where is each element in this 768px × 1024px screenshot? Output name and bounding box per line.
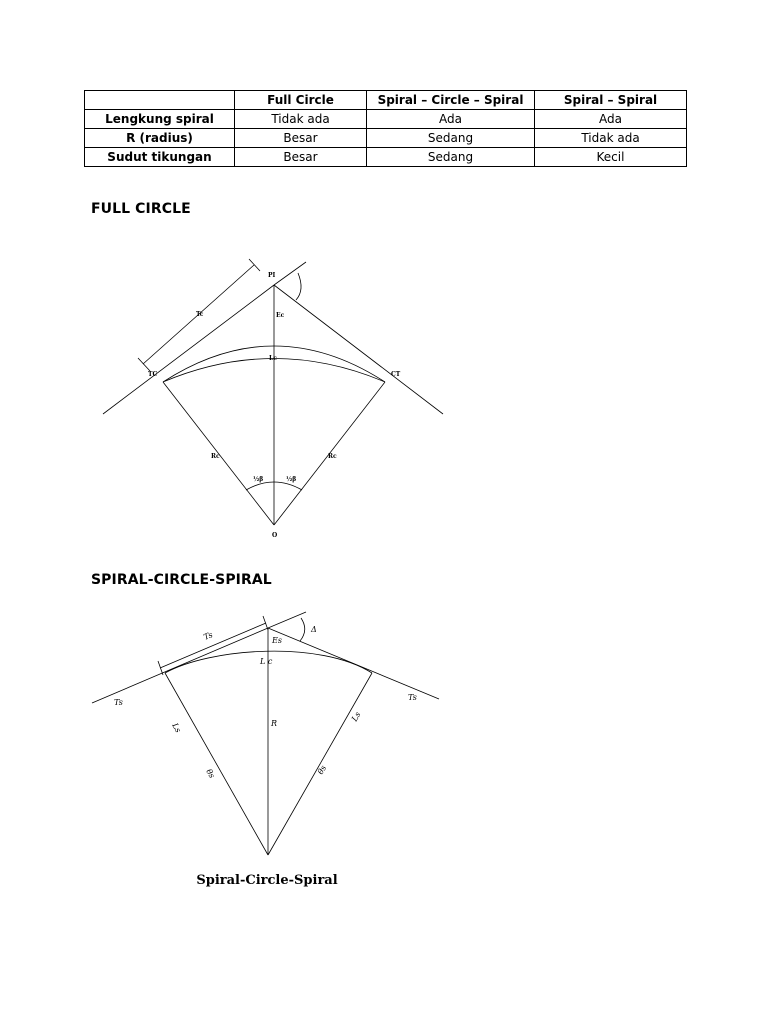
delta-angle-arc <box>300 618 305 641</box>
label-ec: Ec <box>276 312 285 319</box>
tangent-extension <box>268 612 306 628</box>
label-rc-right: Rc <box>328 453 337 460</box>
table-cell: Kecil <box>535 148 687 167</box>
header-cell-spiral-spiral: Spiral – Spiral <box>535 91 687 110</box>
table-cell: Besar <box>235 148 367 167</box>
label-rc-left: Rc <box>211 453 220 460</box>
tangent-line-left <box>103 285 274 414</box>
dimension-line-ts <box>160 623 266 668</box>
label-lc: Lc <box>269 355 277 362</box>
label-tc-point: TC <box>148 371 158 378</box>
dimension-tick-tc-left <box>138 358 150 371</box>
label-ts-left: Ts <box>114 698 123 707</box>
header-cell-full-circle: Full Circle <box>235 91 367 110</box>
label-pi: PI <box>268 272 276 279</box>
section-heading-spiral-circle-spiral: SPIRAL-CIRCLE-SPIRAL <box>91 572 272 588</box>
row-label: Sudut tikungan <box>85 148 235 167</box>
radius-line-left <box>165 673 268 855</box>
row-label: R (radius) <box>85 129 235 148</box>
label-delta: Δ <box>311 625 317 634</box>
label-ls-right: Ls <box>349 710 363 723</box>
dimension-tick-ts-left <box>158 661 163 675</box>
table-row <box>85 148 687 167</box>
deflection-angle-arc <box>296 273 301 300</box>
section-heading-full-circle: FULL CIRCLE <box>91 201 191 217</box>
full-circle-diagram <box>0 250 768 550</box>
label-ct-point: CT <box>391 371 401 378</box>
dimension-tick-tc-right <box>249 259 260 271</box>
table-cell: Besar <box>235 129 367 148</box>
table-cell: Sedang <box>367 129 535 148</box>
row-label: Lengkung spiral <box>85 110 235 129</box>
label-theta-right: θs <box>315 763 329 776</box>
label-center-o: O <box>272 532 278 539</box>
comparison-table <box>84 90 687 167</box>
header-cell-empty <box>85 91 235 110</box>
label-half-angle-left: ½β <box>253 476 264 483</box>
label-tc-tangent: Tc <box>196 311 204 318</box>
label-theta-left: θs <box>204 767 217 780</box>
label-ls-left: Ls <box>170 721 183 735</box>
table-cell: Ada <box>367 110 535 129</box>
table-cell: Sedang <box>367 148 535 167</box>
table-cell: Tidak ada <box>235 110 367 129</box>
label-es: Es <box>272 636 282 645</box>
label-ts-top: Ts <box>202 630 214 642</box>
dimension-tick-ts-right <box>263 616 268 630</box>
spiral-circle-spiral-diagram <box>0 600 768 900</box>
table-row <box>85 110 687 129</box>
tangent-line-right <box>274 285 443 414</box>
table-row <box>85 129 687 148</box>
label-ts-right: Ts <box>408 693 417 702</box>
header-cell-spiral-circle-spiral: Spiral – Circle – Spiral <box>367 91 535 110</box>
label-r: R <box>271 719 278 728</box>
tangent-extension <box>274 262 306 285</box>
tangent-line-left <box>92 628 268 703</box>
table-header-row <box>85 91 687 110</box>
label-half-angle-right: ½β <box>286 476 297 483</box>
diagram-caption: Spiral-Circle-Spiral <box>196 873 338 888</box>
label-lc: L c <box>260 657 273 666</box>
table-cell: Ada <box>535 110 687 129</box>
table-cell: Tidak ada <box>535 129 687 148</box>
